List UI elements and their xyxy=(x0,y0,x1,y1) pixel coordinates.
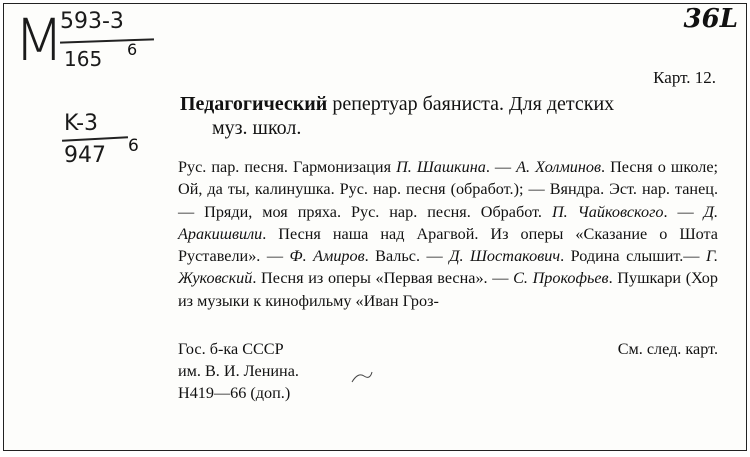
shelf-mark-top-rule xyxy=(60,38,154,43)
title-rest: репертуар баяниста. Для детских xyxy=(327,93,615,115)
contents-segment: Рус. пар. песня. Гармонизация xyxy=(178,158,397,176)
contents-paragraph xyxy=(178,156,718,312)
shelf-mark-top-superscript: 6 xyxy=(127,40,138,59)
contents-segment: . — xyxy=(485,158,517,176)
continued-note: См. след. карт. xyxy=(617,340,718,358)
contents-segment: . Родина слышит.— xyxy=(560,247,706,266)
title-line2: муз. школ. xyxy=(212,117,302,139)
handwritten-mark: M xyxy=(14,6,61,74)
publisher-line: Гос. б-ка СССР xyxy=(178,340,284,358)
shelf-mark-mid-rule xyxy=(62,136,128,141)
card-title xyxy=(180,92,725,140)
shelf-mark-top-numerator: 593-3 xyxy=(60,9,124,34)
contents-segment: . Песня о школе; Ой, да ты, калинушка. Рус. нар. песня (обработ.); — Вяндра. Эст. нар. танец. — Пряди, моя пряха. Рус. нар. песня. Обработ. xyxy=(178,158,719,221)
contents-segment: . Вальс. — xyxy=(364,247,450,266)
contents-text xyxy=(178,156,718,312)
shelf-mark-top-denominator: 165 xyxy=(64,47,103,71)
author-name: С. Прокофьев xyxy=(513,269,609,288)
author-name: П. Шашкина xyxy=(396,158,486,176)
author-name: Д. Аракишвили xyxy=(178,202,718,243)
author-name: Ф. Амиров xyxy=(289,247,365,266)
print-code: Н419—66 (доп.) xyxy=(178,384,291,402)
author-name: Д. Шостакович xyxy=(449,247,561,266)
publisher-row xyxy=(178,338,718,360)
author-name: Г. Жуковский xyxy=(178,247,718,288)
contents-segment: . Песня из оперы «Первая весна». — xyxy=(252,269,514,288)
title-bold-word: Педагогический xyxy=(180,93,328,115)
author-name: А. Холминов xyxy=(516,158,602,176)
catalog-card xyxy=(3,3,747,451)
shelf-mark-mid-superscript: 6 xyxy=(128,136,139,156)
author-name: П. Чайковского xyxy=(551,202,664,221)
card-number: Карт. 12. xyxy=(653,68,716,87)
shelf-mark-mid-numerator: K-3 xyxy=(64,111,99,136)
contents-segment: . Песня наша над Арагвой. Из оперы «Сказание о Шота Руставели». — xyxy=(178,224,718,266)
corner-number: 36L xyxy=(683,4,738,34)
contents-segment: . — xyxy=(663,202,704,221)
shelf-mark-mid-denominator: 947 xyxy=(64,143,106,168)
library-line: им. В. И. Ленина. xyxy=(178,362,299,380)
pen-mark-icon xyxy=(350,370,374,384)
contents-segment: . Пушкари (Хор из музыки к кинофильму «Иван Гроз- xyxy=(178,269,718,310)
